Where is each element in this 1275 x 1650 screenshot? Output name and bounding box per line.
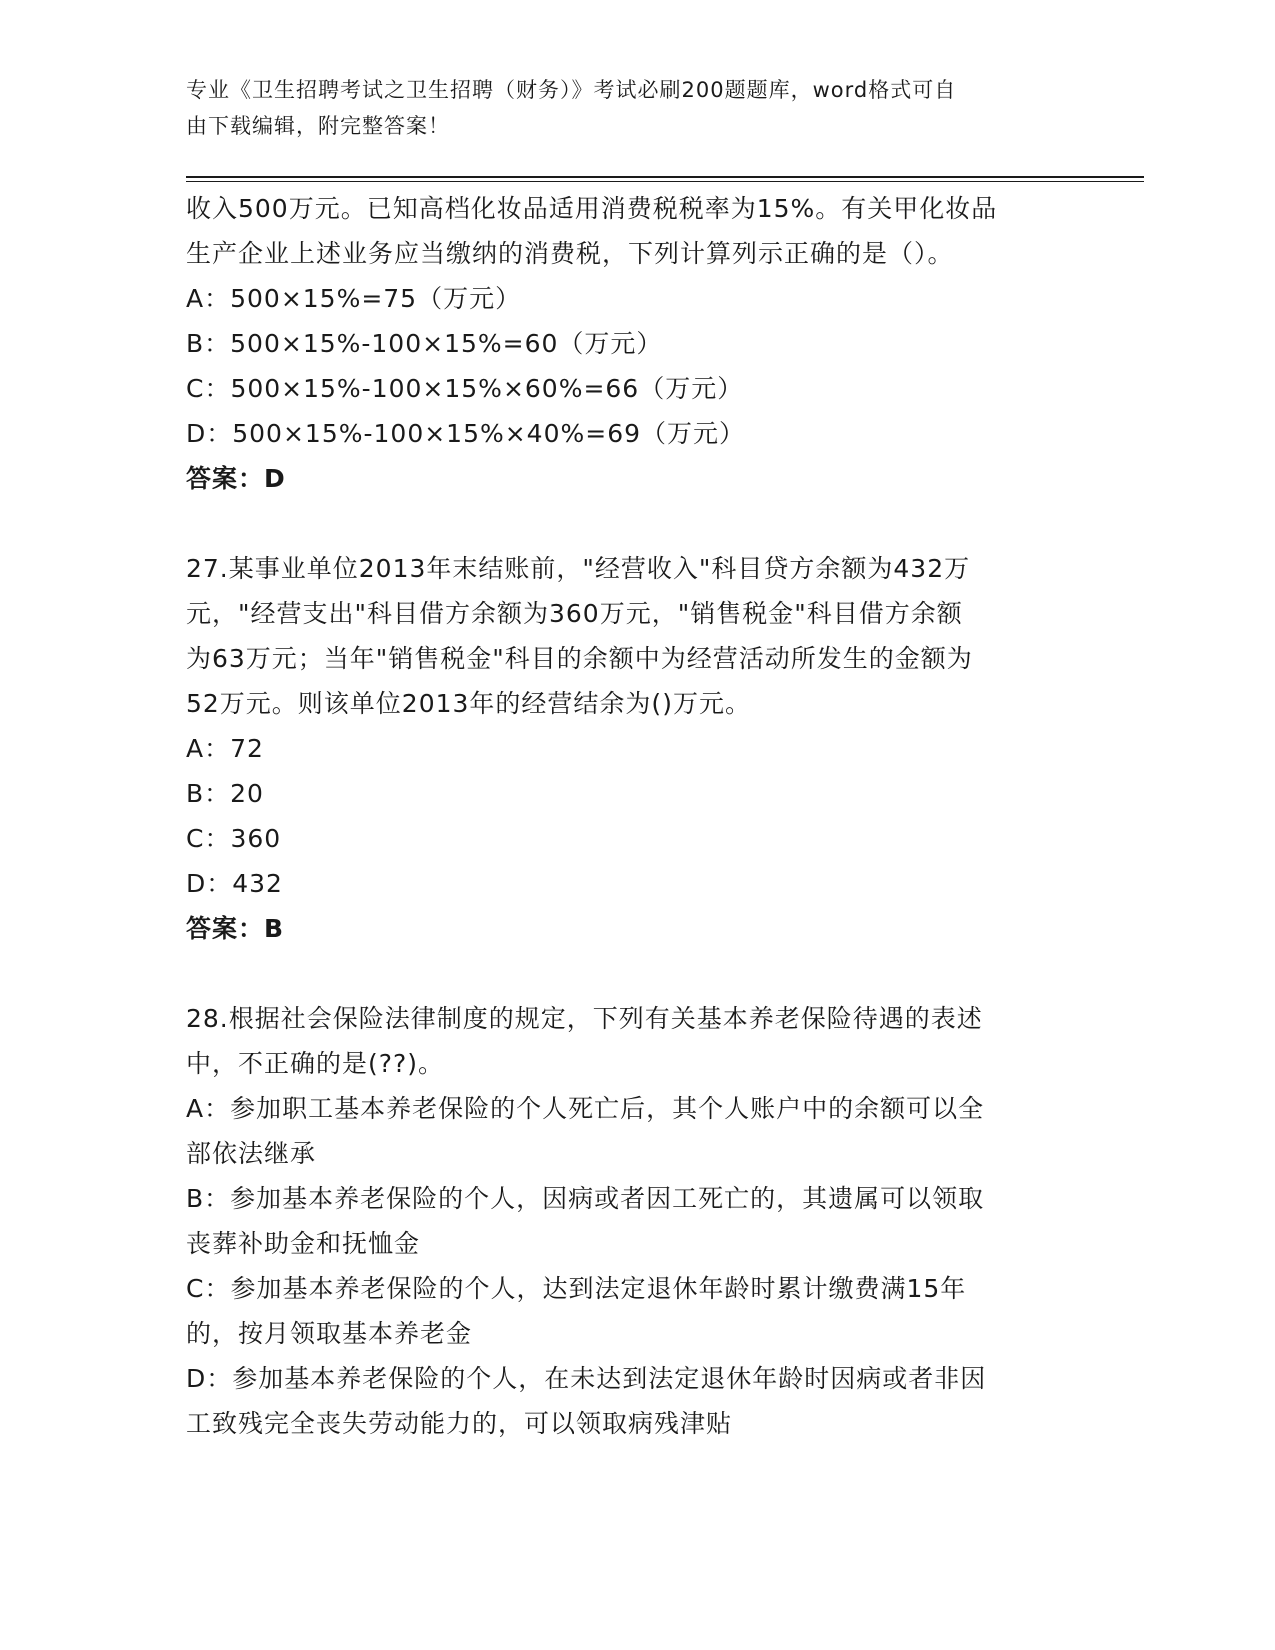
answer: 答案：D [186,464,286,493]
question-26 [186,186,1086,501]
question-text-line: 28.根据社会保险法律制度的规定，下列有关基本养老保险待遇的表述 [186,1004,983,1033]
option-c-continued: 的，按月领取基本养老金 [186,1319,473,1348]
option-a: A：参加职工基本养老保险的个人死亡后，其个人账户中的余额可以全 [186,1094,985,1123]
option-d-continued: 工致残完全丧失劳动能力的，可以领取病残津贴 [186,1409,733,1438]
option-b-continued: 丧葬补助金和抚恤金 [186,1229,421,1258]
option-a: A：72 [186,734,264,763]
option-c: C：360 [186,824,282,853]
question-text-line: 中，不正确的是(??)。 [186,1049,445,1078]
question-text-line: 生产企业上述业务应当缴纳的消费税，下列计算列示正确的是（）。 [186,239,954,268]
question-text-line: 27.某事业单位2013年末结账前，"经营收入"科目贷方余额为432万 [186,554,971,583]
option-c: C：参加基本养老保险的个人，达到法定退休年龄时累计缴费满15年 [186,1274,967,1303]
option-b: B：20 [186,779,264,808]
question-27 [186,546,1086,951]
option-c: C：500×15%-100×15%×60%=66（万元） [186,374,744,403]
question-text-line: 为63万元；当年"销售税金"科目的余额中为经营活动所发生的金额为 [186,644,973,673]
header-line-1: 专业《卫生招聘考试之卫生招聘（财务）》考试必刷200题题库，word格式可自 [186,78,957,102]
document-body [186,186,1086,1446]
question-text-line: 收入500万元。已知高档化妆品适用消费税税率为15%。有关甲化妆品 [186,194,998,223]
option-b: B：500×15%-100×15%=60（万元） [186,329,663,358]
option-d: D：432 [186,869,283,898]
question-text-line: 元，"经营支出"科目借方余额为360万元，"销售税金"科目借方余额 [186,599,963,628]
document-header [186,72,1066,144]
option-d: D：500×15%-100×15%×40%=69（万元） [186,419,746,448]
option-b: B：参加基本养老保险的个人，因病或者因工死亡的，其遗属可以领取 [186,1184,985,1213]
question-28 [186,996,1086,1446]
answer: 答案：B [186,914,285,943]
option-a-continued: 部依法继承 [186,1139,317,1168]
header-rule-thin [186,181,1144,182]
option-a: A：500×15%=75（万元） [186,284,522,313]
option-d: D：参加基本养老保险的个人，在未达到法定退休年龄时因病或者非因 [186,1364,987,1393]
header-rule-thick [186,176,1144,178]
header-line-2: 由下载编辑，附完整答案！ [186,114,450,138]
question-text-line: 52万元。则该单位2013年的经营结余为()万元。 [186,689,751,718]
